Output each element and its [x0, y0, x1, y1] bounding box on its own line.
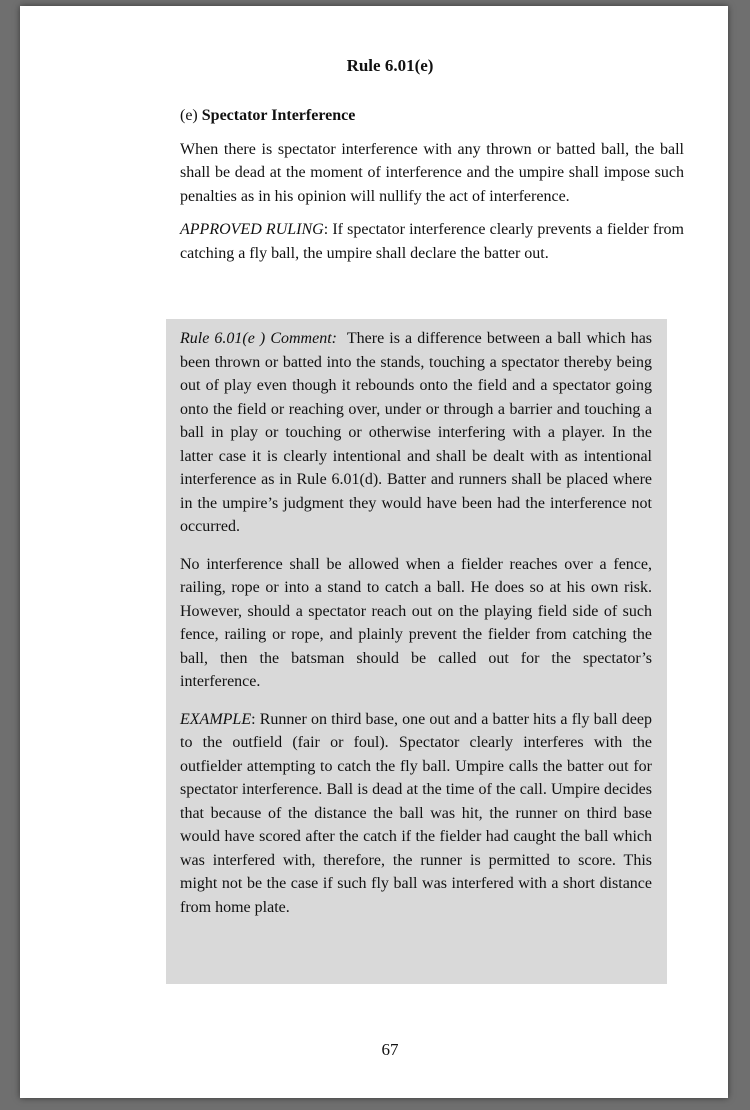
comment-paragraph-2: No interference shall be allowed when a fielder reaches over a fence, railing, rope or into a stand to catch a ball. He does so at his own risk. However, should a spectator reach out on the playing field side of such fence, railing or rope, and plainly prevent the fielder from catching the ball, then the batsman should be called out for the spectator’s interference.: [180, 555, 652, 690]
rule-paragraph: When there is spectator interference with any thrown or batted ball, the ball shall be dead at the moment of interference and the umpire shall impose such penalties as in his opinion will nullify the act of interference.: [180, 140, 684, 205]
comment-paragraph: [180, 327, 652, 539]
document-page: [20, 6, 728, 1098]
main-text: [180, 104, 684, 275]
example-label: EXAMPLE: [180, 710, 252, 728]
section-title: Spectator Interference: [201, 107, 356, 124]
comment-text: There is a difference between a ball which has been thrown or batted into the stands, touching a spectator thereby being out of play even though it rebounds onto the field and a spectator going onto the field or reaching over, under or through a barrier and touching a ball in play or touching or otherwise interfering with a player. In the latter case it is clearly intentional and shall be dealt with as intentional interference as in Rule 6.01(d). Batter and runners shall be placed where in the umpire’s judgment they would have been had the interference not occurred.: [180, 330, 653, 535]
comment-box: [166, 319, 667, 984]
section-marker: (e): [180, 107, 198, 124]
approved-ruling-text: : If spectator interference clearly prevents a fielder from catching a fly ball, the umpire shall declare the batter out.: [180, 221, 684, 262]
page-number: 67: [381, 1040, 399, 1059]
example-text: : Runner on third base, one out and a batter hits a fly ball deep to the outfield (fair or foul). Spectator clearly interferes with the outfielder attempting to catch the fly ball. Umpire calls the batter out for spectator interference. Ball is dead at the time of the call. Umpire decides that because of the distance the ball was hit, the runner on third base would have scored after the catch if the fielder had caught the ball which was interfered with, therefore, the runner is permitted to score. This might not be the case if such fly ball was interfered with a short distance from home plate.: [180, 710, 652, 916]
approved-ruling-label: APPROVED RULING: [180, 221, 324, 238]
comment-label: Rule 6.01(e ) Comment:: [180, 330, 337, 347]
section-heading: [180, 104, 684, 128]
page-title: Rule 6.01(e): [346, 56, 434, 75]
comment-content: [180, 327, 652, 933]
approved-ruling: [180, 218, 684, 265]
example-paragraph: [180, 708, 652, 920]
